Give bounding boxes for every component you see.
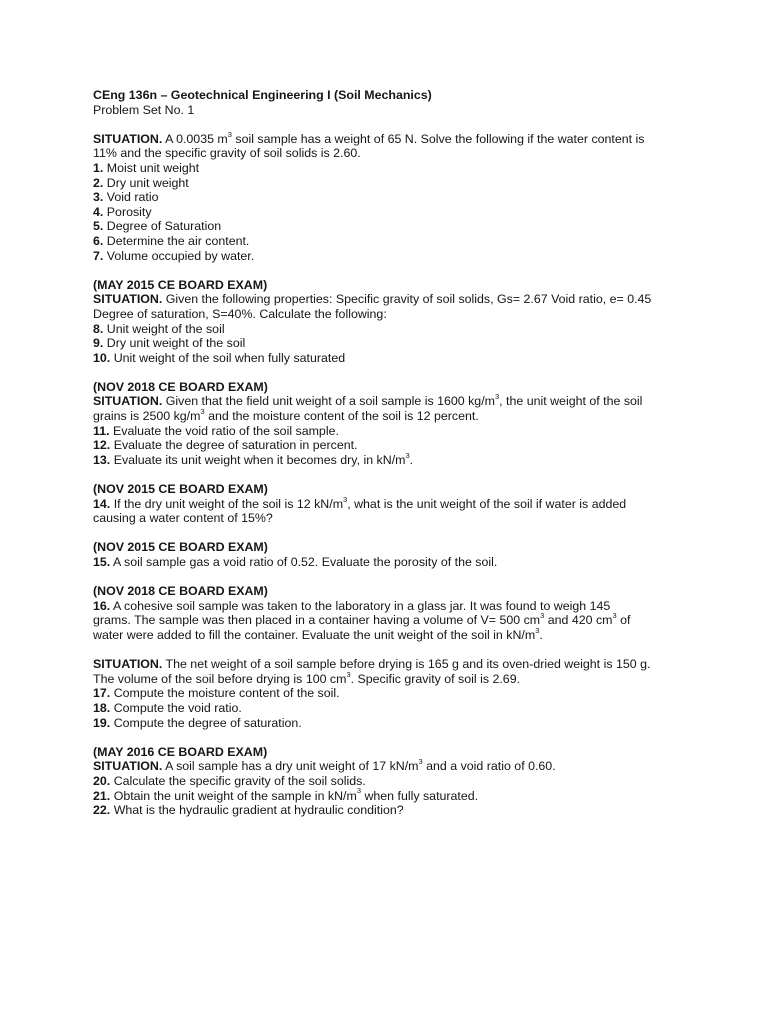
exam-heading: (MAY 2016 CE BOARD EXAM) [93,744,268,759]
exam-heading: (NOV 2018 CE BOARD EXAM) [93,584,268,599]
section-4 [93,482,683,526]
question-11: 11. Evaluate the void ratio of the soil sample. [93,423,339,438]
question-19: 19. Compute the degree of saturation. [93,715,302,730]
problem-set-subtitle: Problem Set No. 1 [93,102,195,117]
question-13: 13. Evaluate its unit weight when it becomes dry, in $kN/m^3$. [93,450,414,467]
question-22: 22. What is the hydraulic gradient at hydraulic condition? [93,803,404,818]
situation-2-intro-cont: Degree of saturation, S=40%. Calculate the following: [93,306,387,321]
question-4: 4. Porosity [93,204,152,219]
question-9: 9. Dry unit weight of the soil [93,336,246,351]
exam-heading: (NOV 2015 CE BOARD EXAM) [93,540,268,555]
question-3: 3. Void ratio [93,190,159,205]
question-17: 17. Compute the moisture content of the soil. [93,686,340,701]
situation-3-intro-cont: grains is 2500 $kg/m^3$ and the moisture content of the soil is 12 percent. [93,406,479,424]
section-2 [93,278,683,366]
section-3 [93,380,683,468]
question-16: 16. A cohesive soil sample was taken to the laboratory in a glass jar. It was found to weigh 145 [93,598,611,613]
question-15: 15. A soil sample gas a void ratio of 0.52. Evaluate the porosity of the soil. [93,555,498,569]
question-8: 8. Unit weight of the soil [93,321,225,336]
question-14: 14. If the dry unit weight of the soil is 12 $kN/m^3$, what is the unit weight of the soil if water is added [93,494,627,511]
situation-7-intro-cont: The volume of the soil before drying is 100 $cm^3$. Specific gravity of soil is 2.69. [93,669,521,686]
question-10: 10. Unit weight of the soil when fully saturated [93,350,346,365]
problem-set-content [93,88,683,818]
situation-1-intro: SITUATION. A 0.0035 $m^3$ soil sample has a weight of 65 N. Solve the following if the water content is [93,129,645,146]
section-7 [93,657,683,730]
question-12: 12. Evaluate the degree of saturation in percent. [93,438,358,453]
section-1 [93,129,683,263]
question-5: 5. Degree of Saturation [93,219,222,234]
situation-2-intro: SITUATION. Given the following properties: Specific gravity of soil solids, Gs= 2.67 Void ratio, e= 0.45 [93,292,652,307]
situation-7-intro: SITUATION. The net weight of a soil sample before drying is 165 g and its oven-dried weight is 150 g. [93,657,651,672]
question-21: 21. Obtain the unit weight of the sample in $kN/m^3$ when fully saturated. [93,786,479,803]
situation-8-intro: SITUATION. A soil sample has a dry unit weight of 17 $kN/m^3$ and a void ratio of 0.60. [93,757,556,774]
question-16-cont-2: water were added to fill the container. Evaluate the unit weight of the soil in $kN/m^3$. [93,625,543,642]
question-2: 2. Dry unit weight [93,175,189,190]
exam-heading: (MAY 2015 CE BOARD EXAM) [93,277,268,292]
section-8 [93,745,683,818]
question-7: 7. Volume occupied by water. [93,248,255,263]
course-title: CEng 136n – Geotechnical Engineering I (Soil Mechanics) [93,88,432,102]
situation-3-intro: SITUATION. Given that the field unit weight of a soil sample is 1600 $kg/m^3$, the unit weight of the soil [93,392,643,409]
question-6: 6. Determine the air content. [93,233,250,248]
question-16-cont: grams. The sample was then placed in a container having a volume of V= 500 $cm^3$ and 420 $cm^3$ of [93,611,631,628]
question-20: 20. Calculate the specific gravity of the soil solids. [93,773,366,788]
section-6 [93,584,683,642]
exam-heading: (NOV 2015 CE BOARD EXAM) [93,482,268,497]
section-5 [93,540,683,569]
question-14-cont: causing a water content of 15%? [93,511,273,526]
question-1: 1. Moist unit weight [93,160,200,175]
exam-heading: (NOV 2018 CE BOARD EXAM) [93,379,268,394]
question-18: 18. Compute the void ratio. [93,700,242,715]
situation-1-intro-cont: 11% and the specific gravity of soil solids is 2.60. [93,146,361,161]
